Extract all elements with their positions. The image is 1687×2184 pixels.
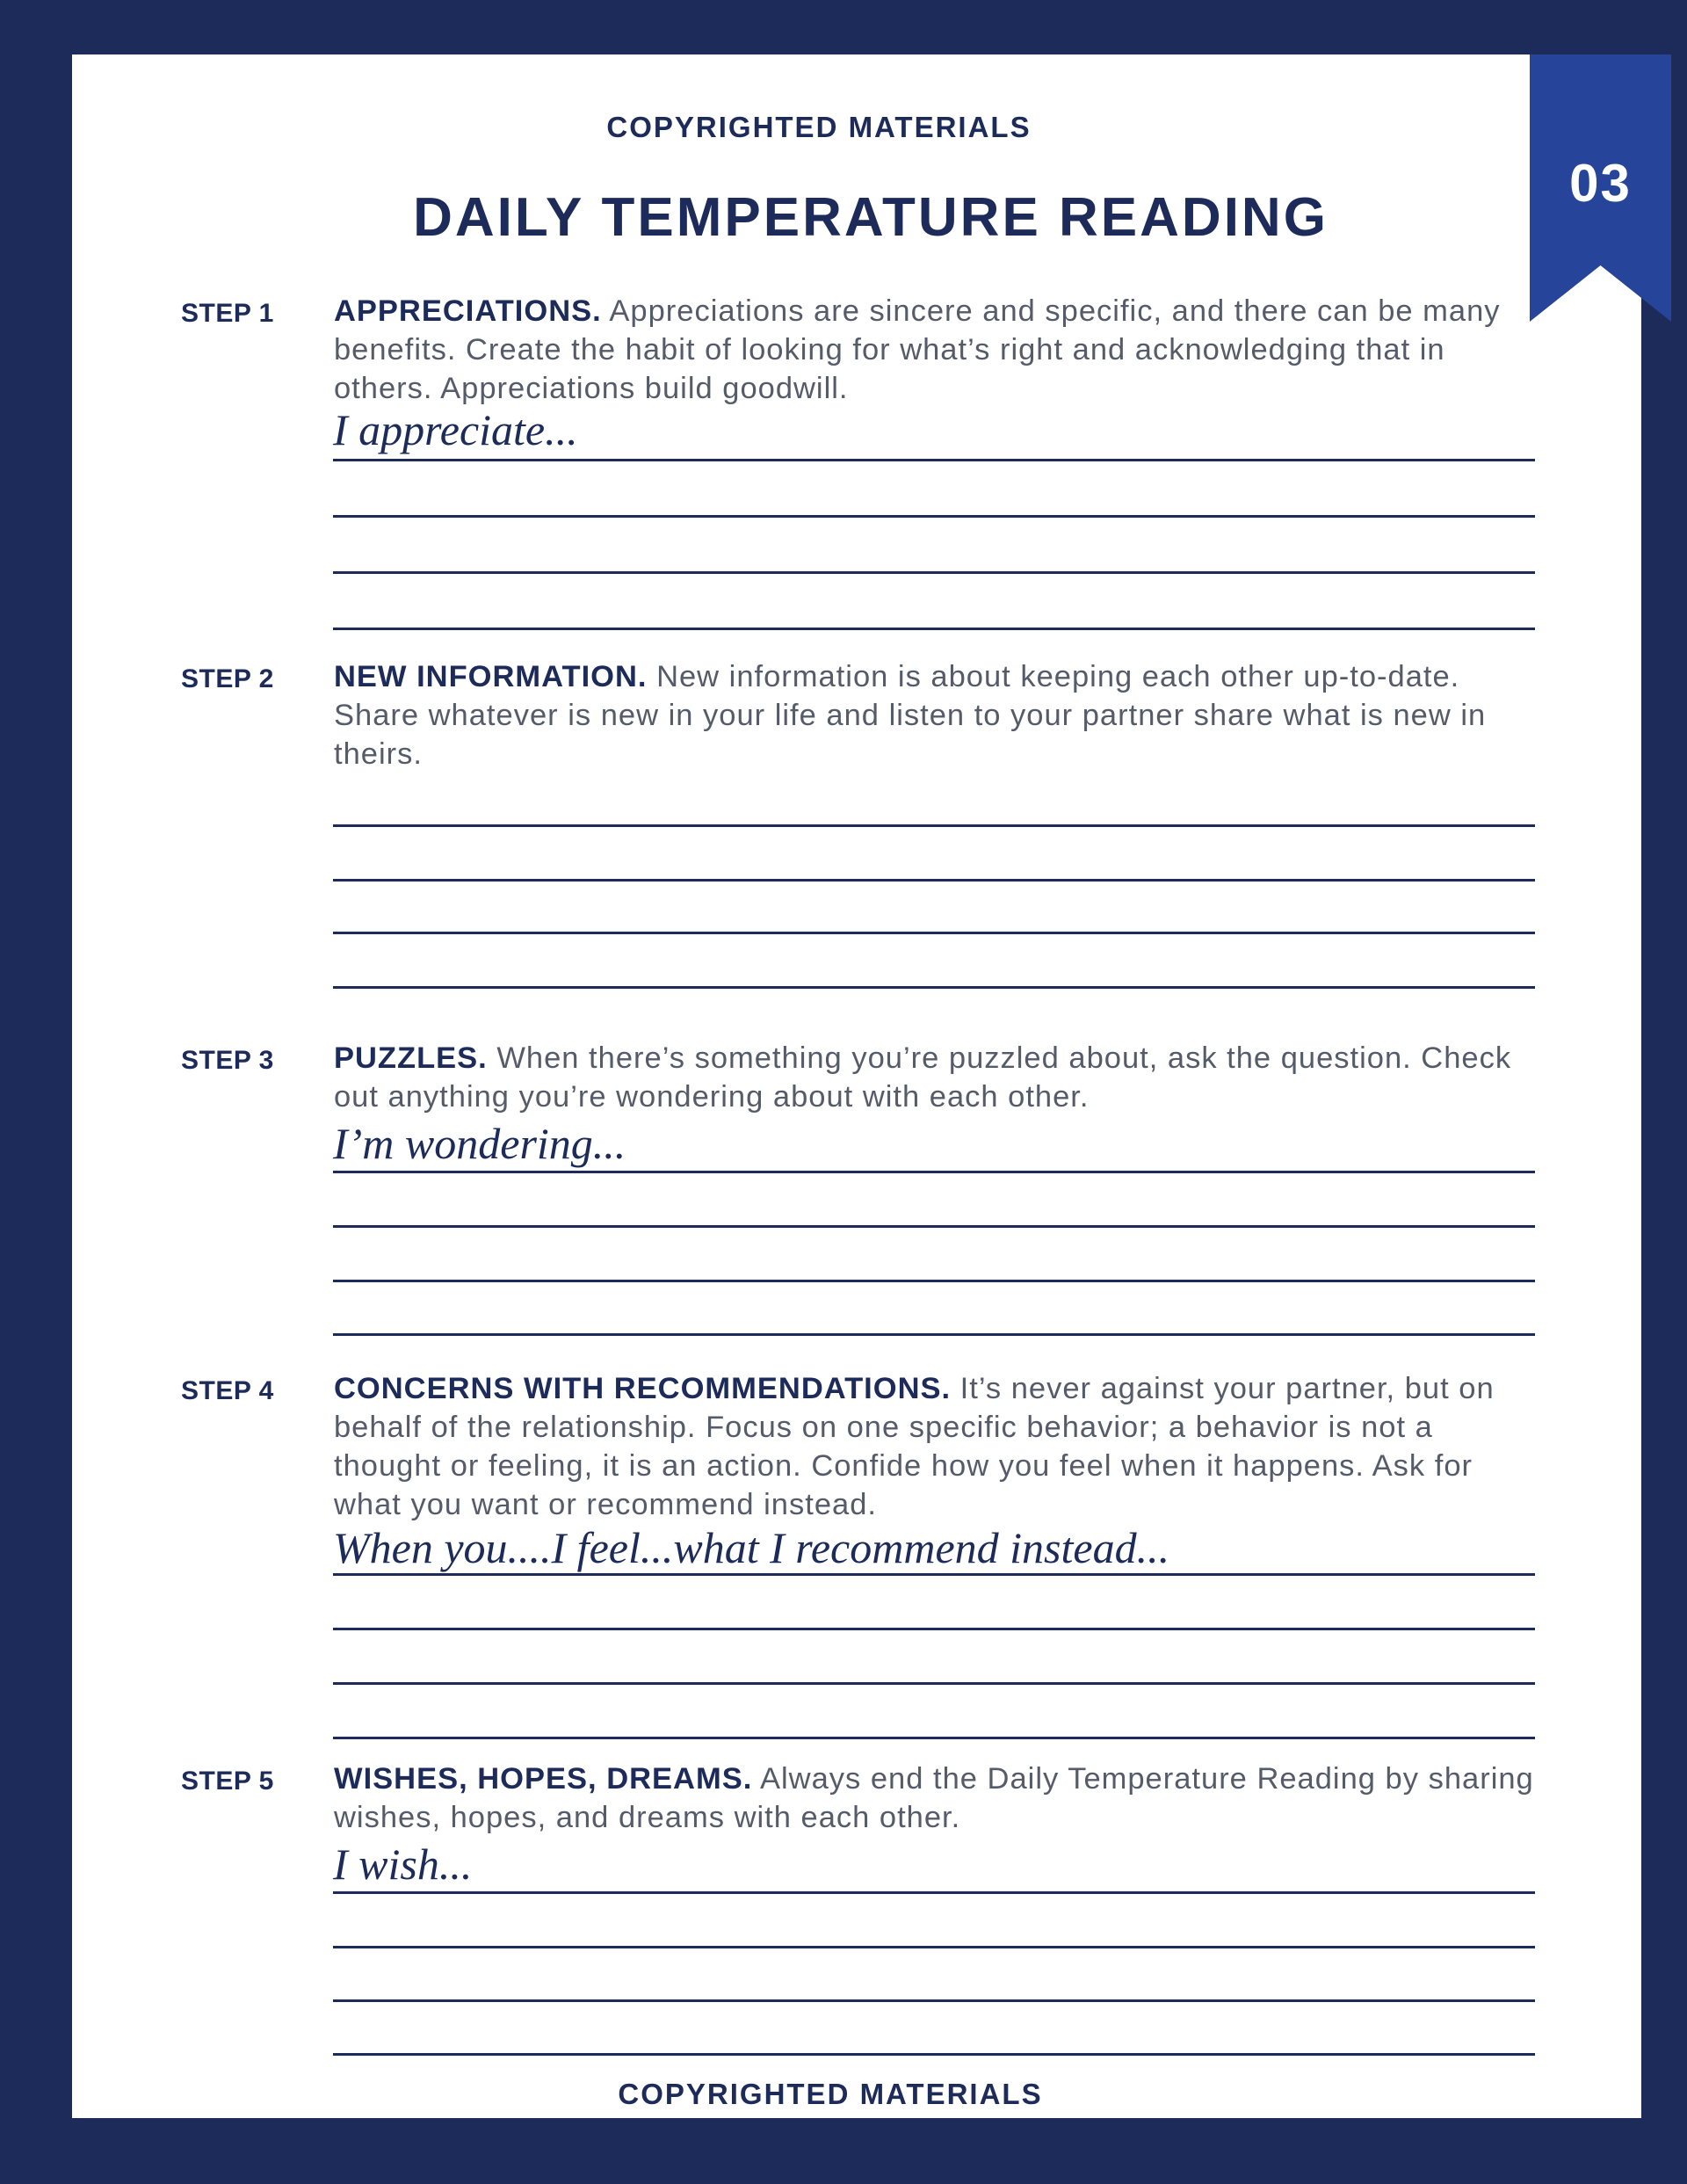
writing-line[interactable] (333, 1999, 1535, 2002)
step-description (334, 1369, 1545, 1524)
writing-line[interactable] (333, 1737, 1535, 1739)
step-heading: NEW INFORMATION. (334, 660, 648, 693)
step-label: STEP 1 (181, 299, 274, 328)
step-body: When there’s something you’re puzzled about, ask the question. Check out anything you’re wondering about with each other. (334, 1041, 1512, 1114)
step-description (334, 657, 1545, 773)
writing-line[interactable] (333, 628, 1535, 630)
writing-line[interactable] (333, 1171, 1535, 1173)
step-body: It’s never against your partner, but on behalf of the relationship. Focus on one specific behavior; a behavior is not a thought or feeling, it is an action. Confide how you feel when it happens. Ask for what you want or recommend instead. (334, 1372, 1495, 1521)
page-number: 03 (1569, 154, 1632, 213)
writing-line[interactable] (333, 1573, 1535, 1576)
step-heading: CONCERNS WITH RECOMMENDATIONS. (334, 1372, 952, 1405)
step-body: New information is about keeping each other up-to-date. Share whatever is new in your life and listen to your partner share what is new in theirs. (334, 660, 1487, 771)
writing-line[interactable] (333, 515, 1535, 518)
step-label: STEP 2 (181, 664, 274, 693)
step-label: STEP 3 (181, 1046, 274, 1075)
writing-line[interactable] (333, 1891, 1535, 1894)
writing-line[interactable] (333, 1946, 1535, 1948)
writing-line[interactable] (333, 932, 1535, 934)
writing-line[interactable] (333, 1225, 1535, 1228)
writing-prompt: When you....I feel...what I recommend instead... (333, 1523, 1170, 1572)
writing-line[interactable] (333, 824, 1535, 827)
step-heading: WISHES, HOPES, DREAMS. (334, 1762, 753, 1796)
copyright-notice-bottom: COPYRIGHTED MATERIALS (618, 2078, 1043, 2110)
step-description (334, 1039, 1545, 1116)
step-heading: APPRECIATIONS. (334, 294, 602, 328)
step-body: Appreciations are sincere and specific, and there can be many benefits. Create the habit of looking for what’s right and acknowledging that in others. Appreciations build goodwill. (334, 294, 1501, 405)
page-number-ribbon (1530, 54, 1671, 322)
page-title: DAILY TEMPERATURE READING (413, 187, 1329, 248)
writing-prompt: I appreciate... (333, 405, 578, 454)
writing-line[interactable] (333, 879, 1535, 882)
step-heading: PUZZLES. (334, 1041, 488, 1075)
writing-line[interactable] (333, 1333, 1535, 1336)
writing-line[interactable] (333, 1682, 1535, 1685)
step-description (334, 1760, 1545, 1837)
writing-prompt: I wish... (333, 1839, 473, 1889)
step-label: STEP 5 (181, 1767, 274, 1796)
writing-line[interactable] (333, 2053, 1535, 2056)
step-description (334, 292, 1545, 408)
step-label: STEP 4 (181, 1376, 274, 1405)
writing-line[interactable] (333, 986, 1535, 989)
writing-line[interactable] (333, 571, 1535, 574)
copyright-notice-top: COPYRIGHTED MATERIALS (606, 111, 1032, 143)
writing-line[interactable] (333, 1280, 1535, 1282)
writing-prompt: I’m wondering... (333, 1119, 626, 1168)
writing-line[interactable] (333, 459, 1535, 461)
writing-line[interactable] (333, 1628, 1535, 1630)
step-body: Always end the Daily Temperature Reading by sharing wishes, hopes, and dreams with each other. (334, 1762, 1534, 1834)
worksheet-page (72, 54, 1641, 2118)
